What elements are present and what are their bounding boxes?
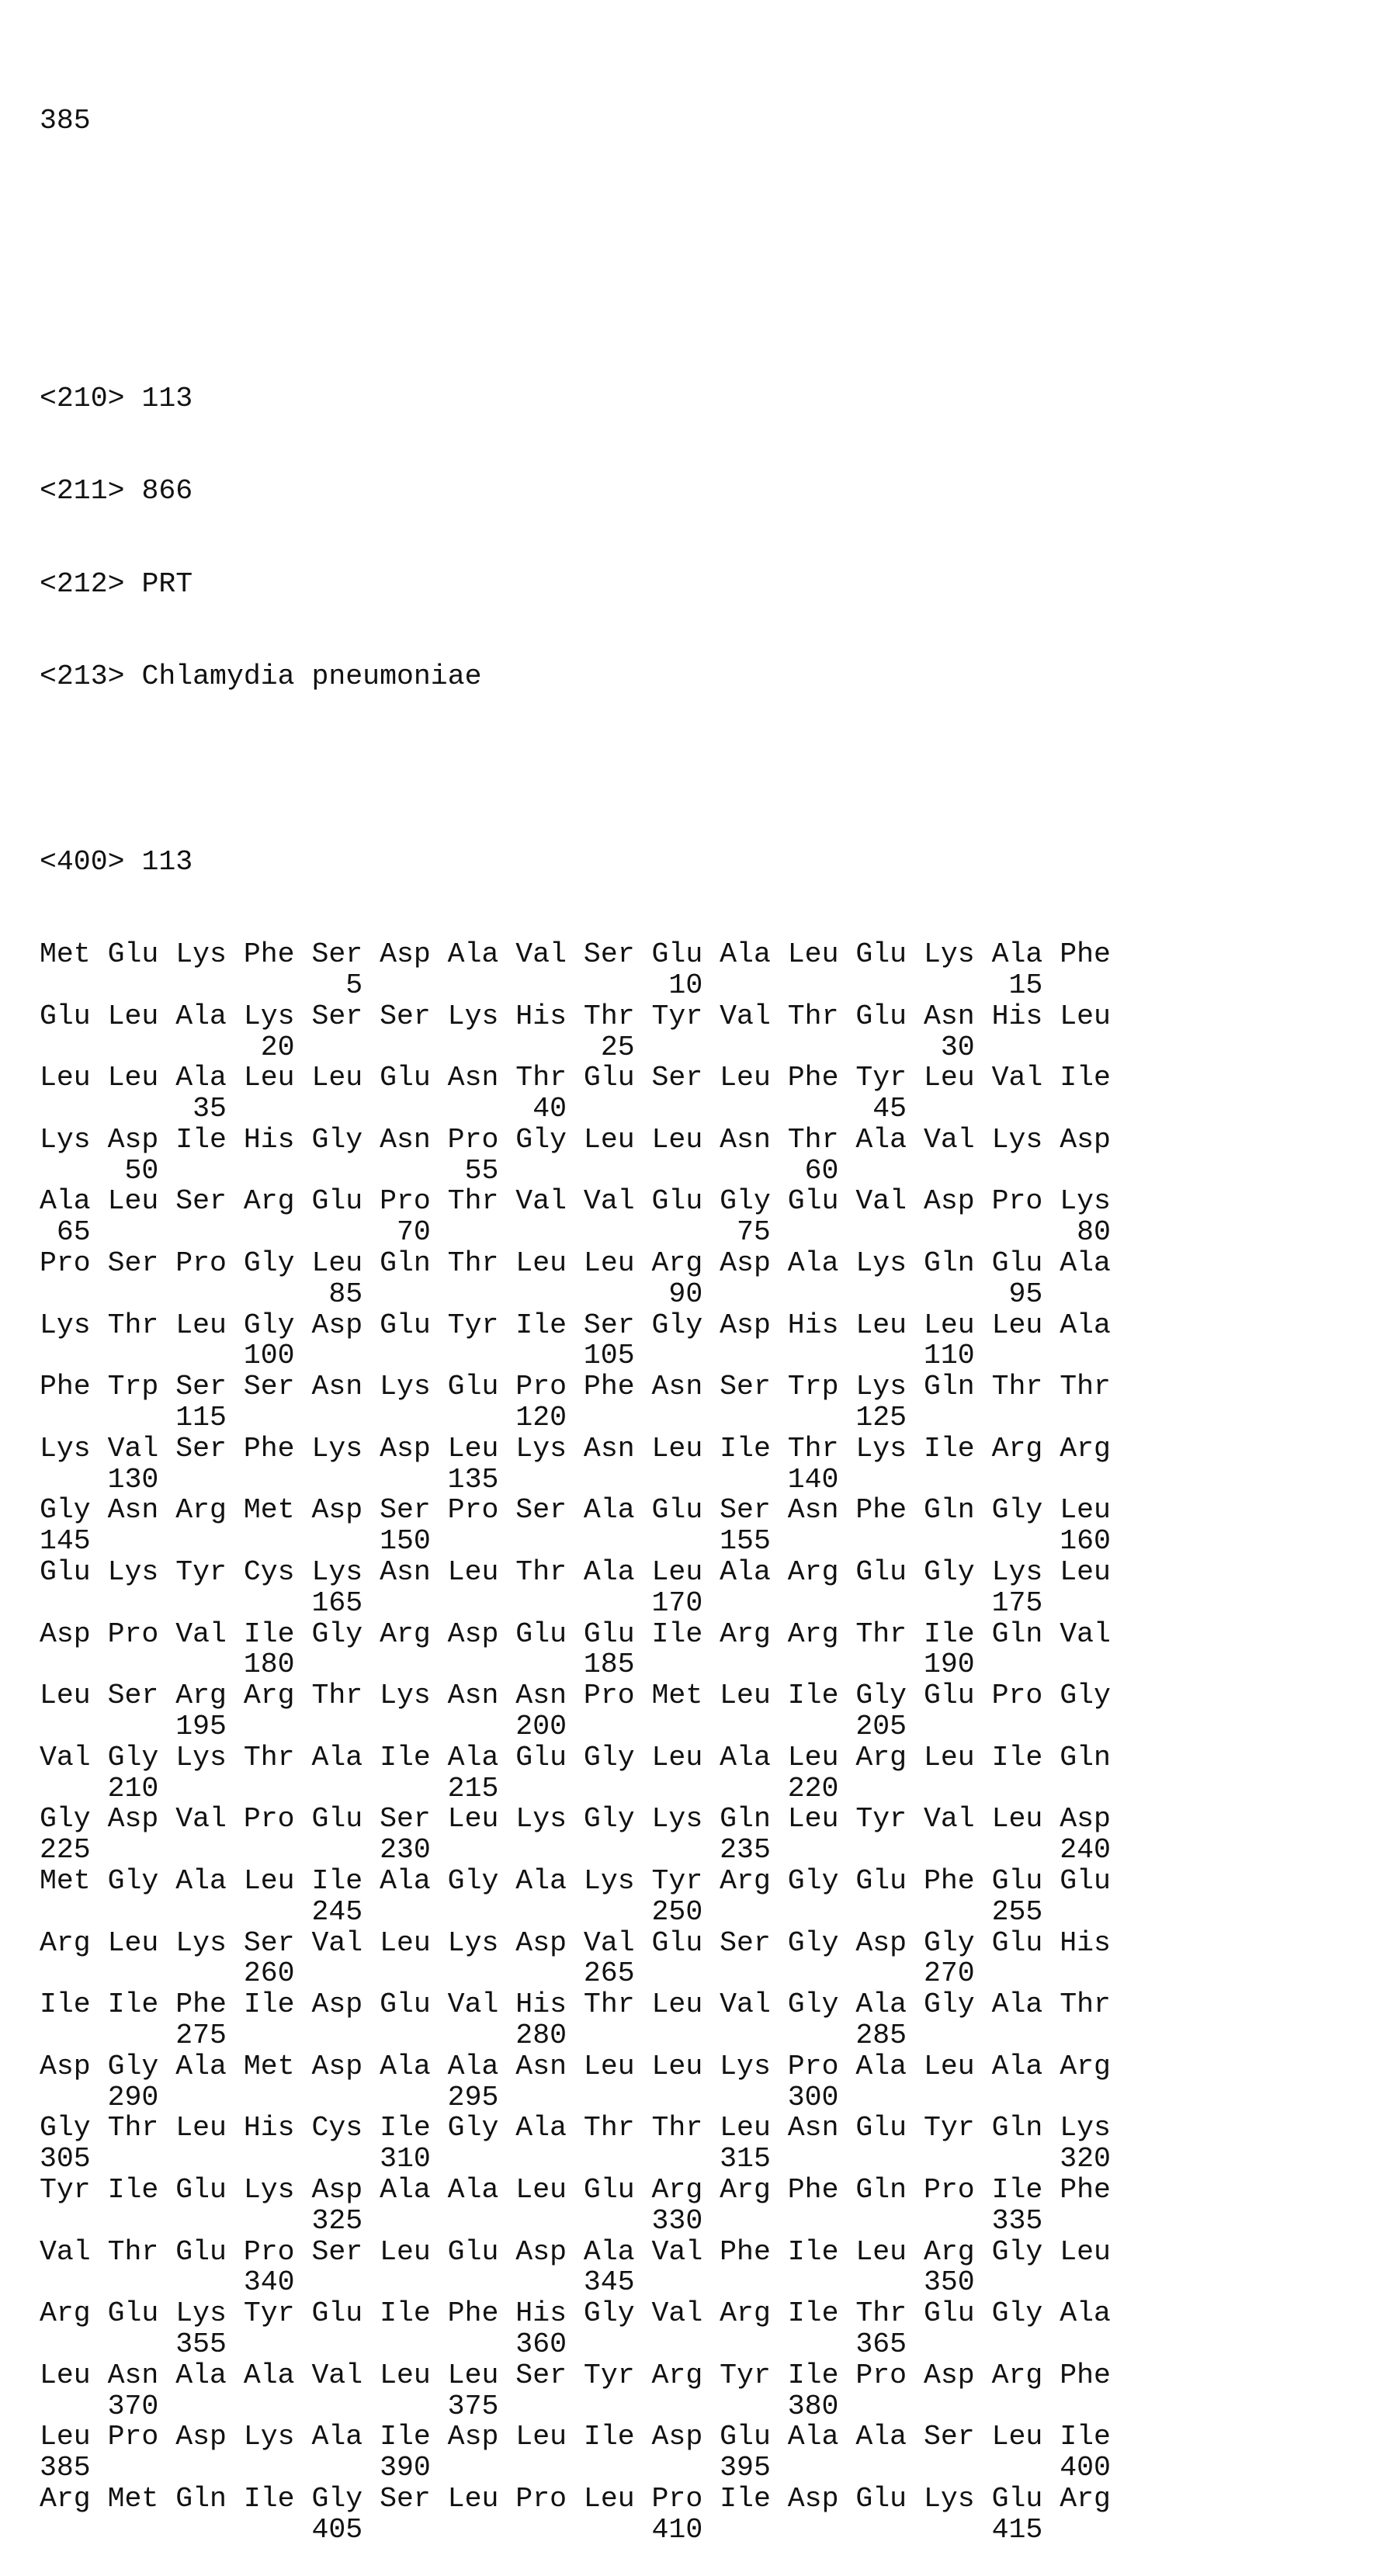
residue-line: Ala Leu Ser Arg Glu Pro Thr Val Val Glu Gly Glu Val Asp Pro Lys [40,1186,1111,1217]
value: Chlamydia pneumoniae [141,660,481,692]
position-number: 370 [108,2391,159,2422]
position-number-line [40,1340,1111,1371]
position-number: 175 [992,1588,1043,1619]
position-number: 210 [108,1773,159,1805]
position-number: 150 [380,1526,431,1557]
position-number: 145 [40,1526,91,1557]
position-number: 295 [448,2082,499,2113]
position-number: 235 [720,1835,771,1866]
position-number: 375 [448,2391,499,2422]
position-number: 280 [515,2020,567,2051]
position-number: 395 [720,2453,771,2484]
position-number: 155 [720,1526,771,1557]
position-number: 245 [311,1897,362,1928]
blank-line [40,290,1111,321]
position-number-line [40,1217,1111,1248]
position-number: 340 [244,2267,295,2298]
tag: <211> [40,475,125,507]
position-number: 285 [855,2020,907,2051]
position-number: 90 [668,1279,702,1310]
position-number: 380 [788,2391,839,2422]
position-number: 300 [788,2082,839,2113]
position-number-line [40,2391,1111,2422]
residue-line: Val Gly Lys Thr Ala Ile Ala Glu Gly Leu Ala Leu Arg Leu Ile Gln [40,1742,1111,1773]
header-type [40,569,1111,600]
tag: <213> [40,660,125,692]
residue-line: Asp Pro Val Ile Gly Arg Asp Glu Glu Ile Arg Arg Thr Ile Gln Val [40,1619,1111,1650]
residue-line: Leu Asn Ala Ala Val Leu Leu Ser Tyr Arg Tyr Ile Pro Asp Arg Phe [40,2360,1111,2391]
tag: <212> [40,568,125,600]
position-number: 275 [175,2020,227,2051]
position-number: 360 [515,2329,567,2360]
residue-line: Leu Leu Ala Leu Leu Glu Asn Thr Glu Ser Leu Phe Tyr Leu Val Ile [40,1063,1111,1094]
position-number: 265 [584,1958,635,1989]
header-seq-id [40,383,1111,414]
position-number-line [40,1465,1111,1496]
position-number: 320 [1060,2144,1111,2175]
residue-line: Glu Leu Ala Lys Ser Ser Lys His Thr Tyr Val Thr Glu Asn His Leu [40,1001,1111,1032]
position-number: 40 [532,1094,567,1125]
header-length [40,476,1111,507]
residue-line: Pro Ser Pro Gly Leu Gln Thr Leu Leu Arg Asp Ala Lys Gln Glu Ala [40,1248,1111,1279]
position-number-line [40,1649,1111,1680]
position-number-line [40,1279,1111,1310]
position-number: 50 [125,1156,159,1187]
tag: <210> [40,383,125,414]
position-number: 180 [244,1649,295,1680]
position-number-line [40,1402,1111,1434]
position-number: 330 [652,2206,703,2237]
position-number: 415 [992,2515,1043,2546]
position-number: 325 [311,2206,362,2237]
position-number-line [40,2082,1111,2113]
position-number-line [40,2453,1111,2484]
position-number: 200 [515,1711,567,1742]
residue-line: Glu Lys Tyr Cys Lys Asn Leu Thr Ala Leu Ala Arg Glu Gly Lys Leu [40,1557,1111,1588]
position-number: 230 [380,1835,431,1866]
position-number: 160 [1060,1526,1111,1557]
position-number: 105 [584,1340,635,1371]
residue-line: Phe Trp Ser Ser Asn Lys Glu Pro Phe Asn Ser Trp Lys Gln Thr Thr [40,1371,1111,1402]
page-number: 385 [40,106,1111,137]
position-number: 390 [380,2453,431,2484]
position-number: 225 [40,1835,91,1866]
position-number: 310 [380,2144,431,2175]
position-number: 365 [855,2329,907,2360]
position-number-line [40,2020,1111,2051]
position-number-line [40,1897,1111,1928]
residue-line: Lys Thr Leu Gly Asp Glu Tyr Ile Ser Gly Asp His Leu Leu Leu Ala [40,1310,1111,1341]
position-number: 260 [244,1958,295,1989]
residue-line: Gly Asn Arg Met Asp Ser Pro Ser Ala Glu Ser Asn Phe Gln Gly Leu [40,1495,1111,1526]
position-number: 270 [924,1958,975,1989]
residue-line: Arg Glu Lys Tyr Glu Ile Phe His Gly Val Arg Ile Thr Glu Gly Ala [40,2298,1111,2329]
position-number-line [40,1835,1111,1866]
position-number: 290 [108,2082,159,2113]
position-number: 350 [924,2267,975,2298]
residue-line: Gly Thr Leu His Cys Ile Gly Ala Thr Thr Leu Asn Glu Tyr Gln Lys [40,2113,1111,2144]
residue-line: Tyr Ile Glu Lys Asp Ala Ala Leu Glu Arg Arg Phe Gln Pro Ile Phe [40,2175,1111,2206]
position-number-line [40,1958,1111,1989]
position-number: 185 [584,1649,635,1680]
position-number-line [40,1032,1111,1063]
position-number-line [40,1773,1111,1805]
position-number: 305 [40,2144,91,2175]
position-number: 250 [652,1897,703,1928]
position-number: 60 [805,1156,839,1187]
position-number: 400 [1060,2453,1111,2484]
position-number: 335 [992,2206,1043,2237]
position-number: 405 [311,2515,362,2546]
residue-line: Arg Leu Lys Ser Val Leu Lys Asp Val Glu Ser Gly Asp Gly Glu His [40,1928,1111,1959]
position-number: 315 [720,2144,771,2175]
position-number: 115 [175,1402,227,1434]
position-number: 130 [108,1465,159,1496]
position-number-line [40,1526,1111,1557]
residue-line: Ile Ile Phe Ile Asp Glu Val His Thr Leu Val Gly Ala Gly Ala Thr [40,1989,1111,2020]
blank-line [40,754,1111,785]
position-number: 140 [788,1465,839,1496]
position-number: 45 [872,1094,907,1125]
position-number-line [40,2515,1111,2546]
residue-line: Met Gly Ala Leu Ile Ala Gly Ala Lys Tyr Arg Gly Glu Phe Glu Glu [40,1866,1111,1897]
residue-line: Leu Pro Asp Lys Ala Ile Asp Leu Ile Asp Glu Ala Ala Ser Leu Ile [40,2422,1111,2453]
value: PRT [141,568,193,600]
position-number: 190 [924,1649,975,1680]
position-number: 25 [601,1032,635,1063]
position-number: 70 [397,1217,431,1248]
sequence-block [40,939,1111,2545]
value: 113 [141,846,193,878]
position-number-line [40,2267,1111,2298]
residue-line: Met Glu Lys Phe Ser Asp Ala Val Ser Glu Ala Leu Glu Lys Ala Phe [40,939,1111,970]
blank-line [40,198,1111,229]
position-number: 35 [193,1094,227,1125]
value: 866 [141,475,193,507]
position-number: 355 [175,2329,227,2360]
residue-line: Val Thr Glu Pro Ser Leu Glu Asp Ala Val Phe Ile Leu Arg Gly Leu [40,2237,1111,2268]
position-number: 75 [737,1217,771,1248]
residue-line: Lys Asp Ile His Gly Asn Pro Gly Leu Leu Asn Thr Ala Val Lys Asp [40,1125,1111,1156]
position-number: 345 [584,2267,635,2298]
residue-line: Gly Asp Val Pro Glu Ser Leu Lys Gly Lys Gln Leu Tyr Val Leu Asp [40,1804,1111,1835]
position-number: 385 [40,2453,91,2484]
sequence-tag [40,847,1111,878]
position-number: 165 [311,1588,362,1619]
position-number: 85 [328,1279,362,1310]
residue-line: Lys Val Ser Phe Lys Asp Leu Lys Asn Leu Ile Thr Lys Ile Arg Arg [40,1434,1111,1465]
position-number: 15 [1009,970,1043,1001]
position-number: 205 [855,1711,907,1742]
position-number: 135 [448,1465,499,1496]
position-number: 10 [668,970,702,1001]
position-number-line [40,2206,1111,2237]
position-number-line [40,1094,1111,1125]
sequence-listing-page [40,43,1111,2576]
tag: <400> [40,846,125,878]
position-number: 55 [465,1156,499,1187]
position-number: 95 [1009,1279,1043,1310]
position-number-line [40,970,1111,1001]
position-number: 220 [788,1773,839,1805]
position-number-line [40,2329,1111,2360]
residue-line: Asp Gly Ala Met Asp Ala Ala Asn Leu Leu Lys Pro Ala Leu Ala Arg [40,2051,1111,2082]
position-number: 255 [992,1897,1043,1928]
position-number: 215 [448,1773,499,1805]
position-number-line [40,1156,1111,1187]
position-number: 80 [1077,1217,1111,1248]
header-organism [40,661,1111,692]
position-number: 20 [261,1032,295,1063]
position-number: 170 [652,1588,703,1619]
position-number: 120 [515,1402,567,1434]
value: 113 [141,383,193,414]
position-number: 195 [175,1711,227,1742]
position-number-line [40,2144,1111,2175]
position-number: 410 [652,2515,703,2546]
position-number: 125 [855,1402,907,1434]
position-number-line [40,1588,1111,1619]
position-number: 5 [345,970,362,1001]
position-number: 240 [1060,1835,1111,1866]
residue-line: Arg Met Gln Ile Gly Ser Leu Pro Leu Pro Ile Asp Glu Lys Glu Arg [40,2484,1111,2515]
position-number: 30 [941,1032,975,1063]
position-number-line [40,1711,1111,1742]
position-number: 65 [57,1217,91,1248]
position-number: 100 [244,1340,295,1371]
position-number: 110 [924,1340,975,1371]
residue-line: Leu Ser Arg Arg Thr Lys Asn Asn Pro Met Leu Ile Gly Glu Pro Gly [40,1680,1111,1711]
